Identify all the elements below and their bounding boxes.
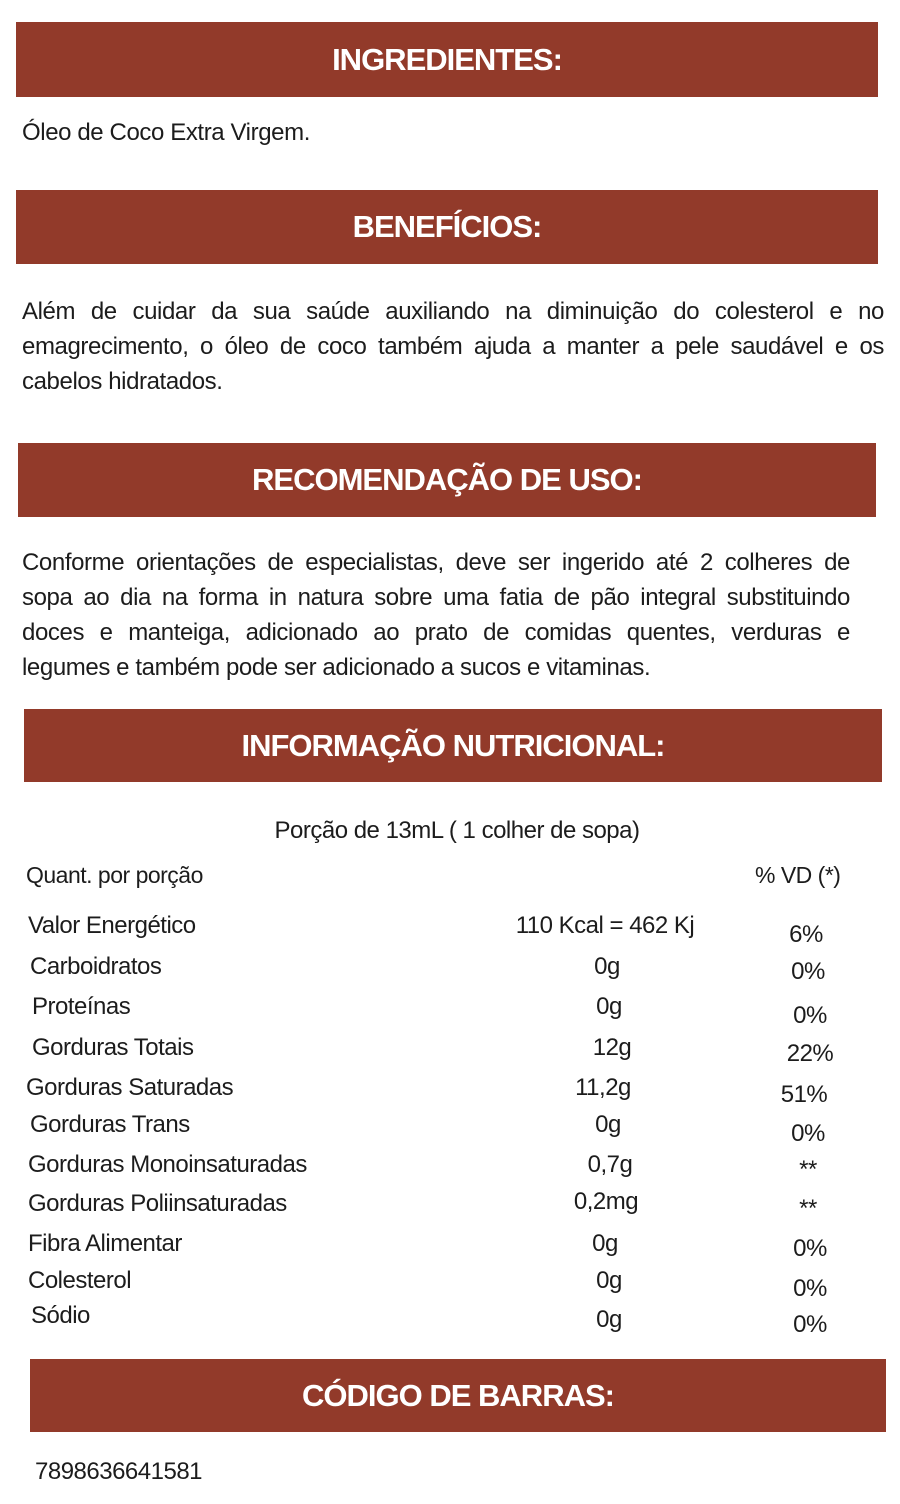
nutrient-name: Gorduras Poliinsaturadas	[28, 1190, 287, 1217]
ingredients-header: INGREDIENTES:	[16, 22, 878, 97]
vd-column-header: % VD (*)	[755, 862, 841, 888]
nutrient-name: Gorduras Monoinsaturadas	[28, 1151, 307, 1178]
nutrient-name: Carboidratos	[30, 953, 162, 980]
nutrient-name: Valor Energético	[28, 912, 196, 939]
nutrient-amount: 0g	[592, 1230, 618, 1257]
barcode-number: 7898636641581	[35, 1458, 203, 1485]
nutrient-name: Sódio	[31, 1302, 90, 1329]
quantity-column-header: Quant. por porção	[26, 862, 203, 888]
nutrient-amount: 0g	[594, 953, 620, 980]
nutrient-name: Gorduras Trans	[30, 1111, 190, 1138]
nutrient-name: Gorduras Totais	[32, 1034, 194, 1061]
nutrient-vd: **	[799, 1195, 817, 1222]
nutrient-vd: 0%	[793, 1235, 827, 1262]
nutrient-amount: 11,2g	[575, 1074, 631, 1101]
nutrient-amount: 0,2mg	[573, 1188, 639, 1215]
barcode-header: CÓDIGO DE BARRAS:	[30, 1359, 886, 1432]
usage-text: Conforme orientações de especialistas, deve ser ingerido até 2 colheres de sopa ao dia na forma in natura sobre uma fatia de pão integral substituindo doces e manteiga, adicionado ao prato de comidas quentes, verduras e legumes e também pode ser adicionado a sucos e vitaminas.	[22, 549, 850, 681]
nutrient-name: Fibra Alimentar	[28, 1230, 182, 1257]
nutrient-name: Gorduras Saturadas	[26, 1074, 234, 1101]
nutrient-amount: 0g	[596, 1267, 622, 1294]
nutrient-vd: 0%	[791, 1120, 825, 1147]
nutrient-amount: 110 Kcal = 462 Kj	[515, 912, 695, 939]
benefits-header: BENEFÍCIOS:	[16, 190, 878, 264]
nutrient-amount: 0,7g	[587, 1151, 633, 1178]
nutrient-vd: **	[799, 1156, 817, 1183]
nutrient-vd: 6%	[789, 921, 823, 948]
ingredients-text: Óleo de Coco Extra Virgem.	[22, 119, 310, 146]
nutrient-vd: 51%	[780, 1081, 828, 1108]
nutrient-vd: 0%	[793, 1275, 827, 1302]
usage-header: RECOMENDAÇÃO DE USO:	[18, 443, 876, 517]
nutrient-name: Proteínas	[32, 993, 131, 1020]
nutrient-vd: 22%	[786, 1040, 834, 1067]
benefits-text: Além de cuidar da sua saúde auxiliando na diminuição do colesterol e no emagrecimento, o óleo de coco também ajuda a manter a pele saudável e os cabelos hidratados.	[22, 298, 884, 395]
nutrient-vd: 0%	[793, 1002, 827, 1029]
nutrient-amount: 12g	[592, 1034, 632, 1061]
nutrition-header: INFORMAÇÃO NUTRICIONAL:	[24, 709, 882, 782]
nutrient-vd: 0%	[793, 1311, 827, 1338]
nutrient-amount: 0g	[596, 1306, 622, 1333]
nutrient-amount: 0g	[595, 1111, 621, 1138]
portion-label: Porção de 13mL ( 1 colher de sopa)	[274, 817, 640, 844]
nutrient-name: Colesterol	[28, 1267, 132, 1294]
nutrient-amount: 0g	[596, 993, 622, 1020]
nutrient-vd: 0%	[791, 958, 825, 985]
